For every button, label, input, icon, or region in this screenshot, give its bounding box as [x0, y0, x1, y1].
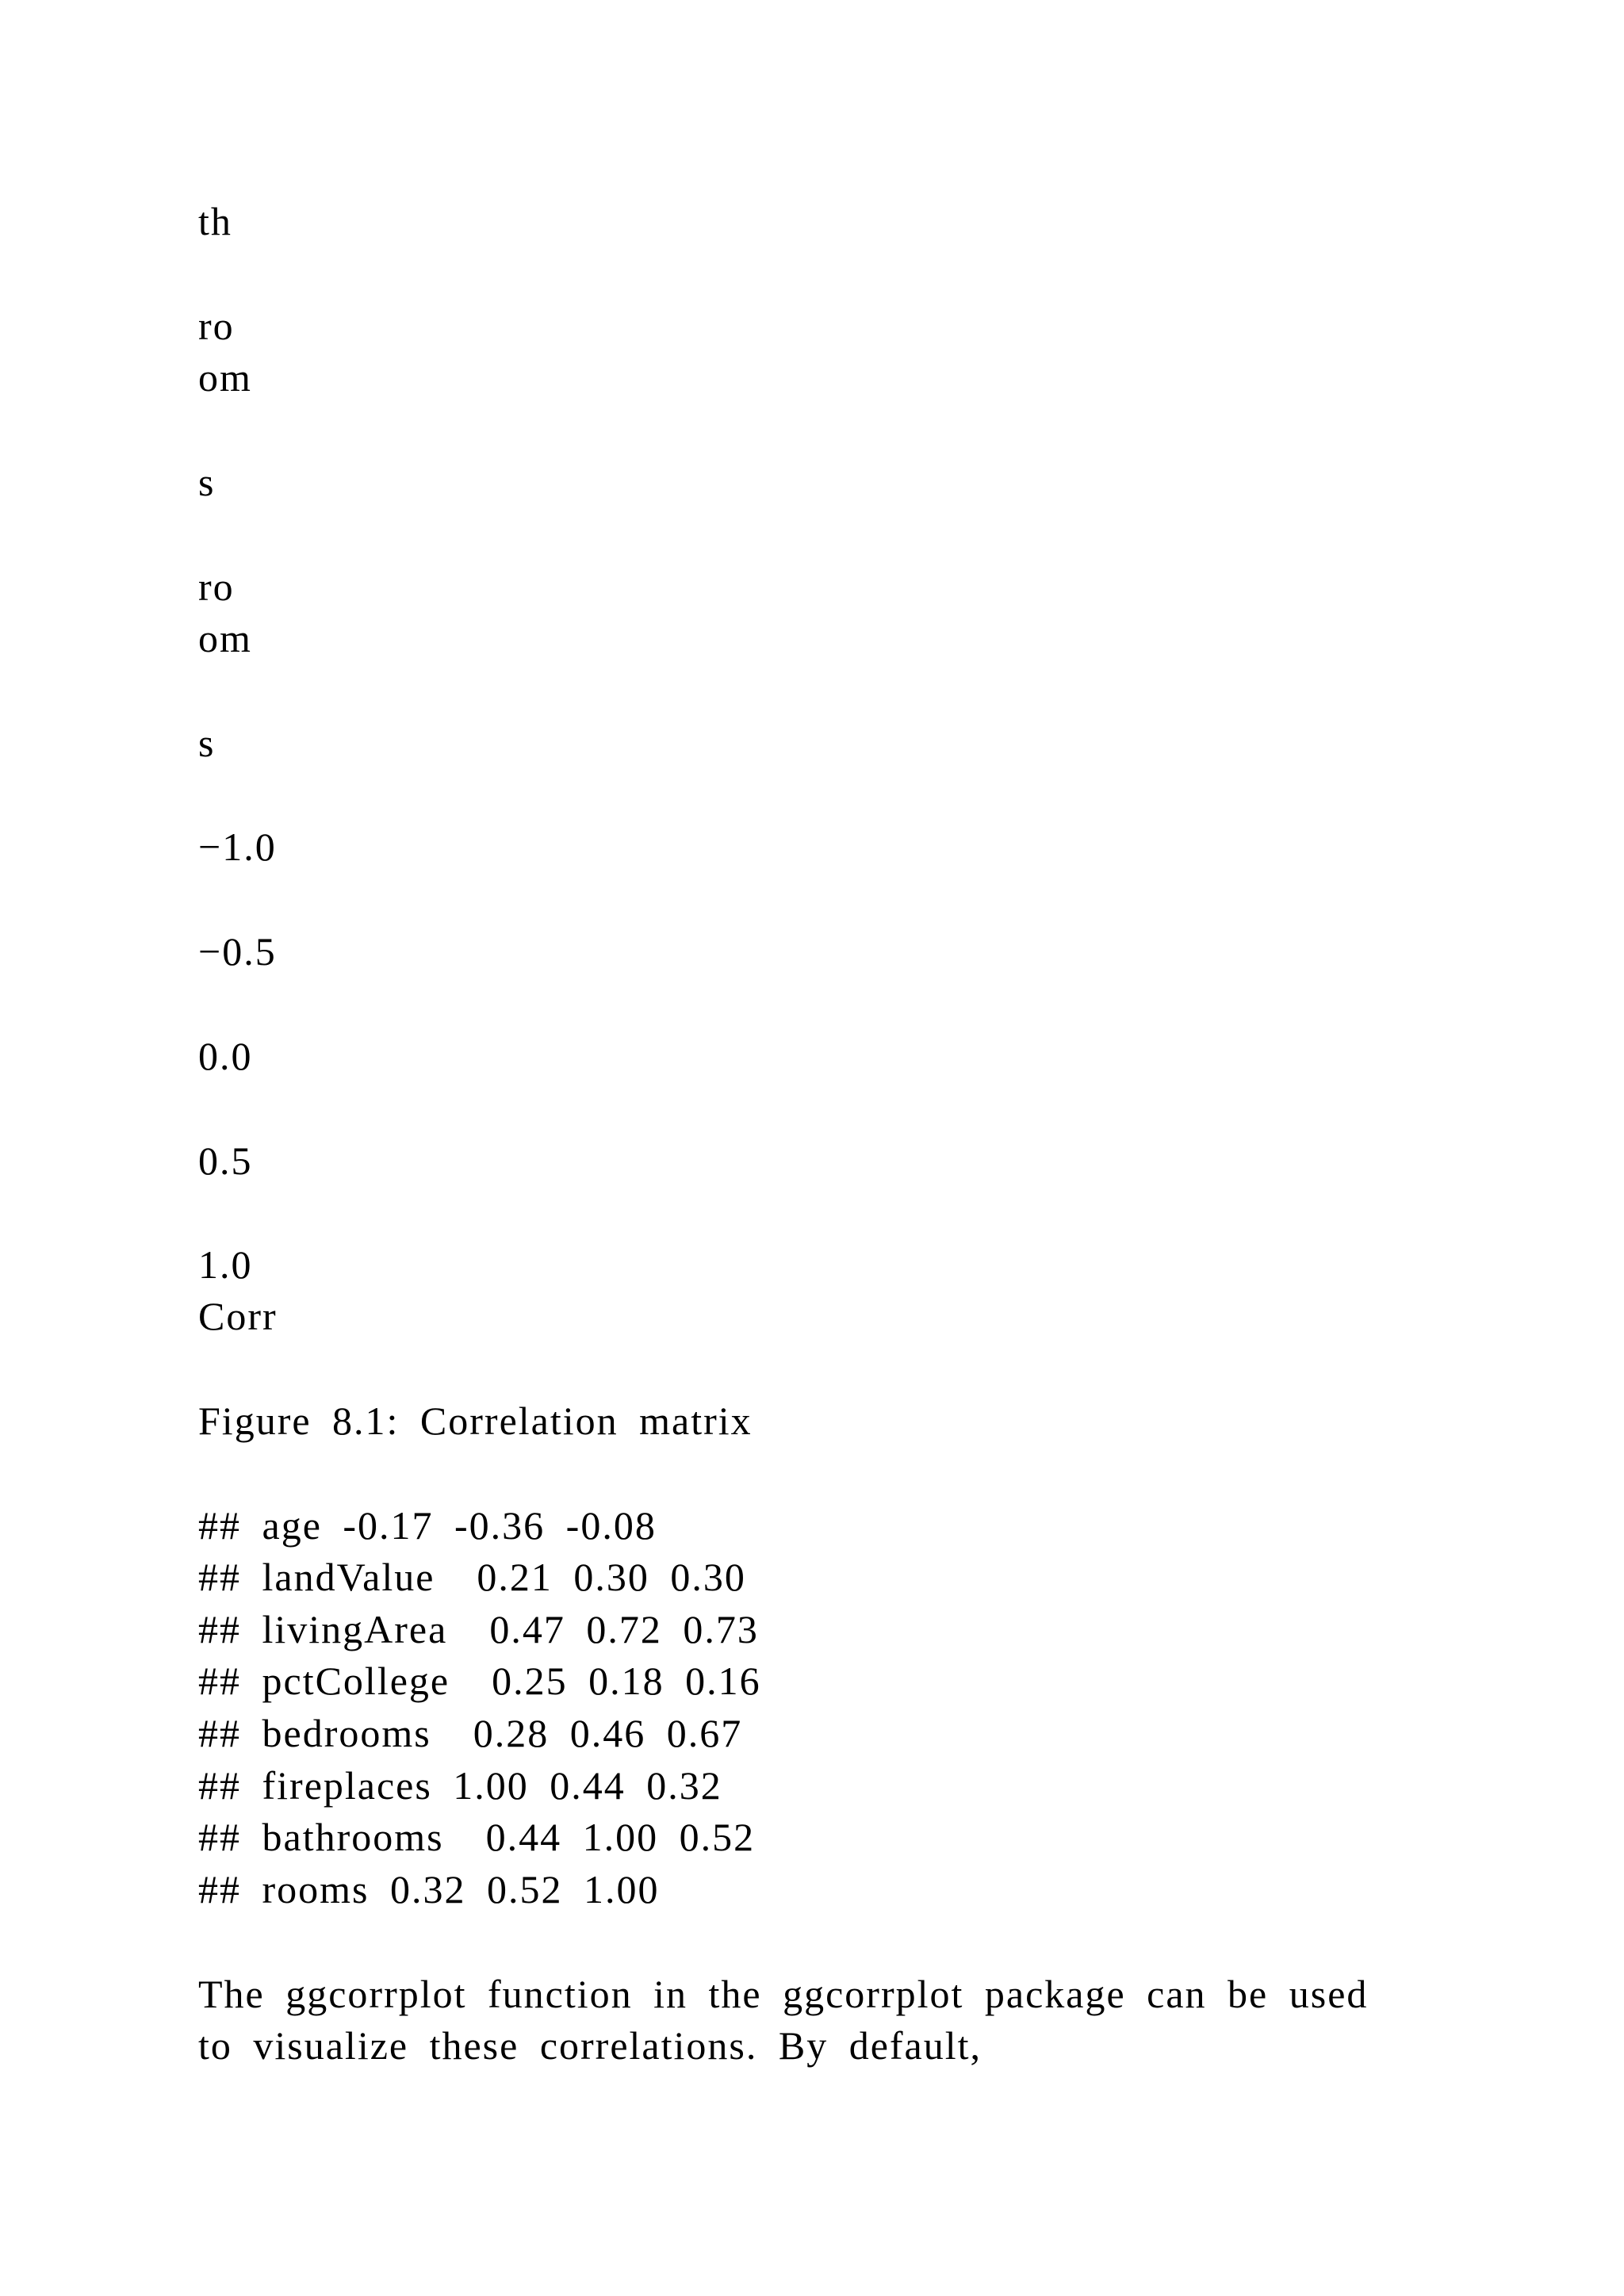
legend-title: Corr: [198, 1294, 278, 1338]
legend-tick-label: 1.0: [198, 1242, 253, 1287]
axis-label-fragment: s: [198, 460, 216, 504]
body-paragraph-line: The ggcorrplot function in the ggcorrplot package can be used: [198, 1972, 1369, 2016]
code-output-line: ## landValue 0.21 0.30 0.30: [198, 1555, 746, 1599]
figure-caption: Figure 8.1: Correlation matrix: [198, 1399, 753, 1443]
axis-label-fragment: s: [198, 721, 216, 765]
axis-label-fragment: th: [198, 199, 232, 243]
axis-label-fragment: ro: [198, 304, 235, 348]
axis-label-fragment: ro: [198, 564, 235, 609]
body-paragraph-line: to visualize these correlations. By default,: [198, 2023, 982, 2068]
code-output-line: ## age -0.17 -0.36 -0.08: [198, 1503, 657, 1548]
code-output-line: ## livingArea 0.47 0.72 0.73: [198, 1607, 759, 1651]
axis-label-fragment: om: [198, 616, 252, 660]
legend-tick-label: 0.5: [198, 1138, 253, 1183]
code-output-line: ## bathrooms 0.44 1.00 0.52: [198, 1815, 756, 1859]
code-output-line: ## rooms 0.32 0.52 1.00: [198, 1867, 660, 1911]
code-output-line: ## pctCollege 0.25 0.18 0.16: [198, 1659, 761, 1703]
code-output-line: ## fireplaces 1.00 0.44 0.32: [198, 1763, 722, 1808]
legend-tick-label: 0.0: [198, 1034, 253, 1078]
code-output-line: ## bedrooms 0.28 0.46 0.67: [198, 1711, 743, 1755]
axis-label-fragment: om: [198, 355, 252, 400]
legend-tick-label: −1.0: [198, 825, 277, 869]
legend-tick-label: −0.5: [198, 929, 277, 974]
